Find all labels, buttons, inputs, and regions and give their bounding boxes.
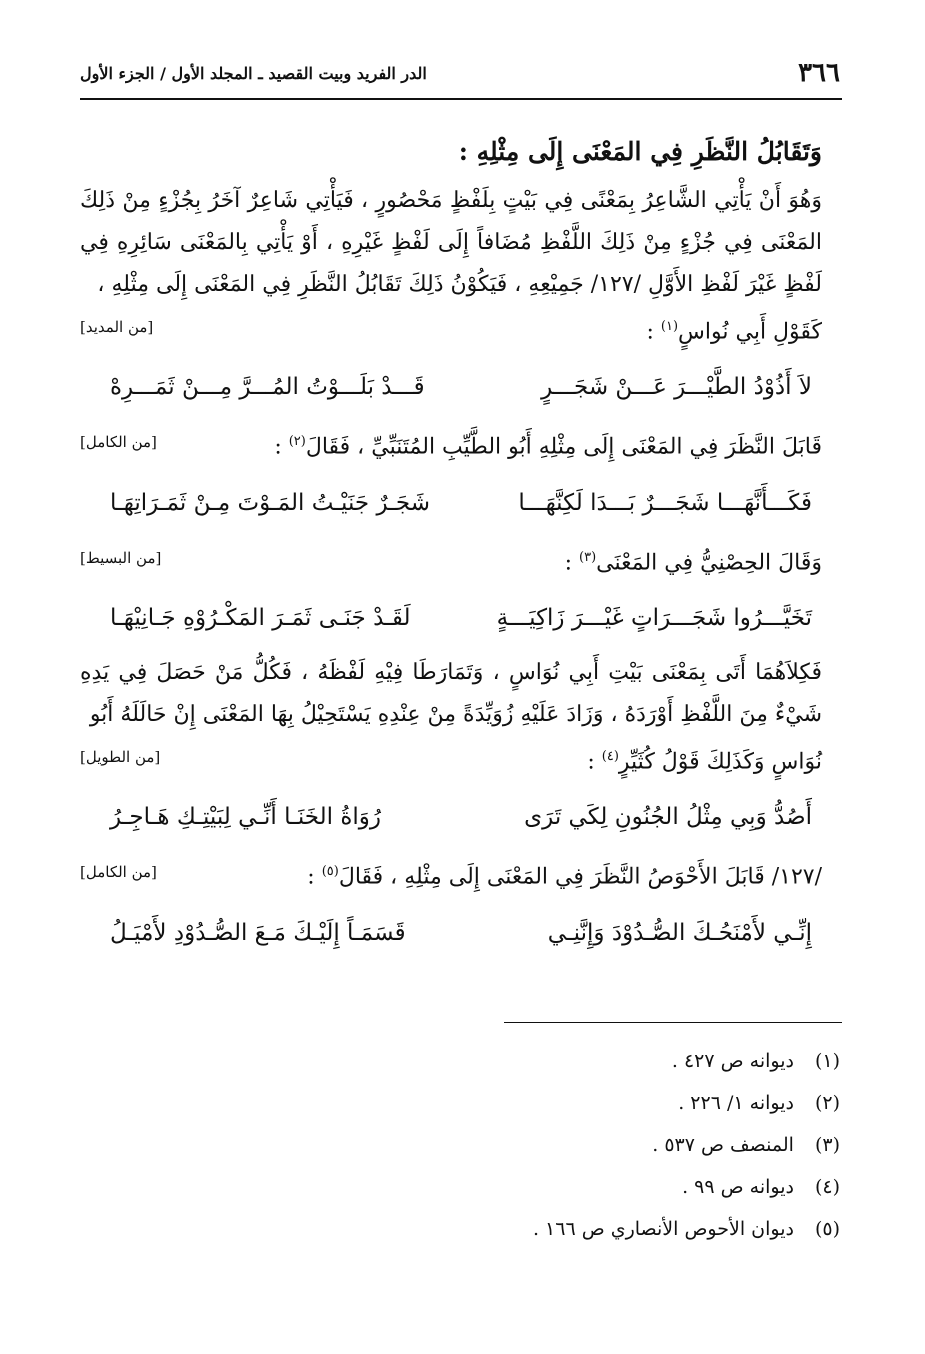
verse-second-hemistich: رُوَاةُ الخَنَـا أَنِّـي لِبَيْتِـكِ هَـاجِـرُ: [110, 804, 382, 831]
verse-intro: [80, 851, 842, 898]
page-header: [80, 58, 842, 98]
footnote-number: (٥): [814, 1218, 840, 1240]
verse-first-hemistich: لاَ أَذُوْدُ الطَّيْـــرَ عَـــنْ شَجَـــرٍ: [541, 374, 812, 401]
verse-intro-text: قَابَلَ النَّظَرَ فِي المَعْنَى إِلَى مِثْلِهِ أَبُو الطَّيِّبِ المُتَنَبِّيِّ ، فَقَالَ: [305, 434, 822, 460]
meter-label: [من البسيط]: [80, 548, 162, 567]
verse-line: [80, 899, 842, 967]
footnote-divider: [504, 1022, 842, 1023]
verse-intro-text: وَقَالَ الحِصْنِيُّ فِي المَعْنَى: [596, 549, 822, 575]
footnote-number: (١): [814, 1050, 840, 1072]
verse-line: [80, 353, 842, 421]
meter-label: [من الطويل]: [80, 747, 161, 766]
page-number: ٣٦٦: [798, 58, 840, 88]
main-text: [80, 128, 842, 967]
verse-second-hemistich: قَسَمَـاً إِلَيْـكَ مَـعَ الصُّـدُوْدِ لأَمْيَـلُ: [110, 919, 406, 946]
meter-label: [من الكامل]: [80, 433, 157, 452]
paragraph: فَكِلاَهُمَا أَتَى بِمَعْنَى بَيْتِ أَبِي نُوَاسٍ ، وَتَمَارَطَا فِيْهِ لَفْظَهُ ، فَكُلُّ مَنْ حَصَلَ فِي يَدِهِ شَيْءٌ مِنَ اللَّفْظِ أَوْرَدَهُ ، وَزَادَ عَلَيْهِ زُوَيِّدَةً مِنْ عِنْدِهِ يَسْتَحِيْلُ بِهَا المَعْنَى إِنْ حَالَلَهُ أَبُو: [80, 659, 822, 727]
verse-intro-colon: :: [646, 319, 661, 345]
header-divider: [80, 98, 842, 100]
footnote-text: ديوان الأحوص الأنصاري ص ١٦٦ .: [532, 1218, 794, 1240]
verse-first-hemistich: إِنِّـي لأَمْنَحُـكَ الصُّـدُوْدَ وَإِنَّنِـي: [547, 919, 812, 946]
verse-intro-text: /١٢٧/ قَابَلَ الأَحْوَصُ النَّظَرَ فِي المَعْنَى إِلَى مِثْلِهِ ، فَقَالَ: [338, 864, 822, 890]
footnote-number: (٤): [814, 1176, 840, 1198]
verse-intro: [80, 306, 842, 353]
footnote: [80, 1208, 842, 1250]
meter-label: [من الكامل]: [80, 863, 157, 882]
running-title: الدر الفريد وبيت القصيد ـ المجلد الأول / الجزء الأول: [80, 64, 427, 83]
verse-intro-text: نُوَاسٍ وَكَذَلِكَ قَوْلُ كُثَيِّرٍ: [618, 749, 822, 775]
verse-intro-colon: :: [587, 749, 602, 775]
section-heading: وَتَقَابُلُ النَّظَرِ فِي المَعْنَى إِلَى مِثْلِهِ :: [458, 137, 822, 166]
footnote-ref: (١): [660, 319, 679, 334]
verse-second-hemistich: قَـــدْ بَلَـــوْتُ المُـــرَّ مِـــنْ ثَمَـــرِهْ: [110, 374, 425, 401]
footnote-text: ديوانه ١/ ٢٢٦ .: [678, 1092, 794, 1114]
verse-intro-colon: :: [564, 549, 579, 575]
footnote-number: (٢): [814, 1092, 840, 1114]
verse-first-hemistich: فَكَـــأَنَّهَـــا شَجَـــرٌ بَـــدَا لَكِنَّهَـــا: [518, 489, 812, 516]
verse-second-hemistich: شَجَـرٌ جَنَيْـتُ المَـوْتَ مِـنْ ثَمَـرَاتِهَـا: [110, 489, 431, 516]
footnote-ref: (٥): [321, 864, 339, 880]
footnote-ref: (٤): [601, 748, 619, 764]
footnotes: [80, 1040, 842, 1250]
verse-first-hemistich: تَخَيَّـــرُوا شَجَـــرَاتٍ غَيْـــرَ زَاكِيَـــةٍ: [496, 604, 812, 631]
footnote-number: (٣): [814, 1134, 840, 1156]
footnote: [80, 1082, 842, 1124]
meter-label: [من المديد]: [80, 318, 154, 336]
footnote-text: ديوانه ص ٤٢٧ .: [671, 1050, 794, 1072]
paragraph: وَهُوَ أَنْ يَأْتِي الشَّاعِرُ بِمَعْنًى فِي بَيْتٍ بِلَفْظٍ مَحْصُورٍ ، فَيَأْتِي شَاعِرٌ آخَرُ بِجُزْءٍ مِنْ ذَلِكَ المَعْنَى فِي جُزْءٍ مِنْ ذَلِكَ اللَّفْظِ مُضَافاً إِلَى لَفْظٍ غَيْرِهِ ، أَوْ يَأْتِي بِالمَعْنَى سَائِرِهِ فِي لَفْظٍ غَيْرَ لَفْظِ الأَوَّلِ /١٢٧/ جَمِيْعِهِ ، فَيَكُوْنُ ذَلِكَ تَقَابُلُ النَّظَرِ فِي المَعْنَى إِلَى مِثْلِهِ ،: [80, 188, 822, 297]
verse-second-hemistich: لَقَـدْ جَنَـى ثَمَـرَ المَكْـرُوْهِ جَـانِيْهَـا: [110, 604, 411, 631]
verse-intro: [80, 537, 842, 584]
footnote-ref: (٣): [579, 549, 597, 565]
verse-intro: [80, 736, 842, 783]
verse-line: [80, 584, 842, 652]
verse-first-hemistich: أَصُدُّ وَبِي مِثْلُ الجُنُونِ لِكَي تَرَى: [524, 804, 812, 831]
footnote-ref: (٢): [288, 434, 306, 450]
verse-line: [80, 469, 842, 537]
verse-intro-text: كَقَوْلِ أَبِي نُواسٍ: [678, 319, 822, 345]
footnote: [80, 1166, 842, 1208]
verse-line: [80, 783, 842, 851]
footnote-text: ديوانه ص ٩٩ .: [682, 1176, 794, 1198]
footnote: [80, 1124, 842, 1166]
verse-intro-colon: :: [274, 434, 289, 460]
footnote-text: المنصف ص ٥٣٧ .: [652, 1134, 794, 1156]
footnote: [80, 1040, 842, 1082]
verse-intro: [80, 421, 842, 468]
verse-intro-colon: :: [307, 864, 322, 890]
